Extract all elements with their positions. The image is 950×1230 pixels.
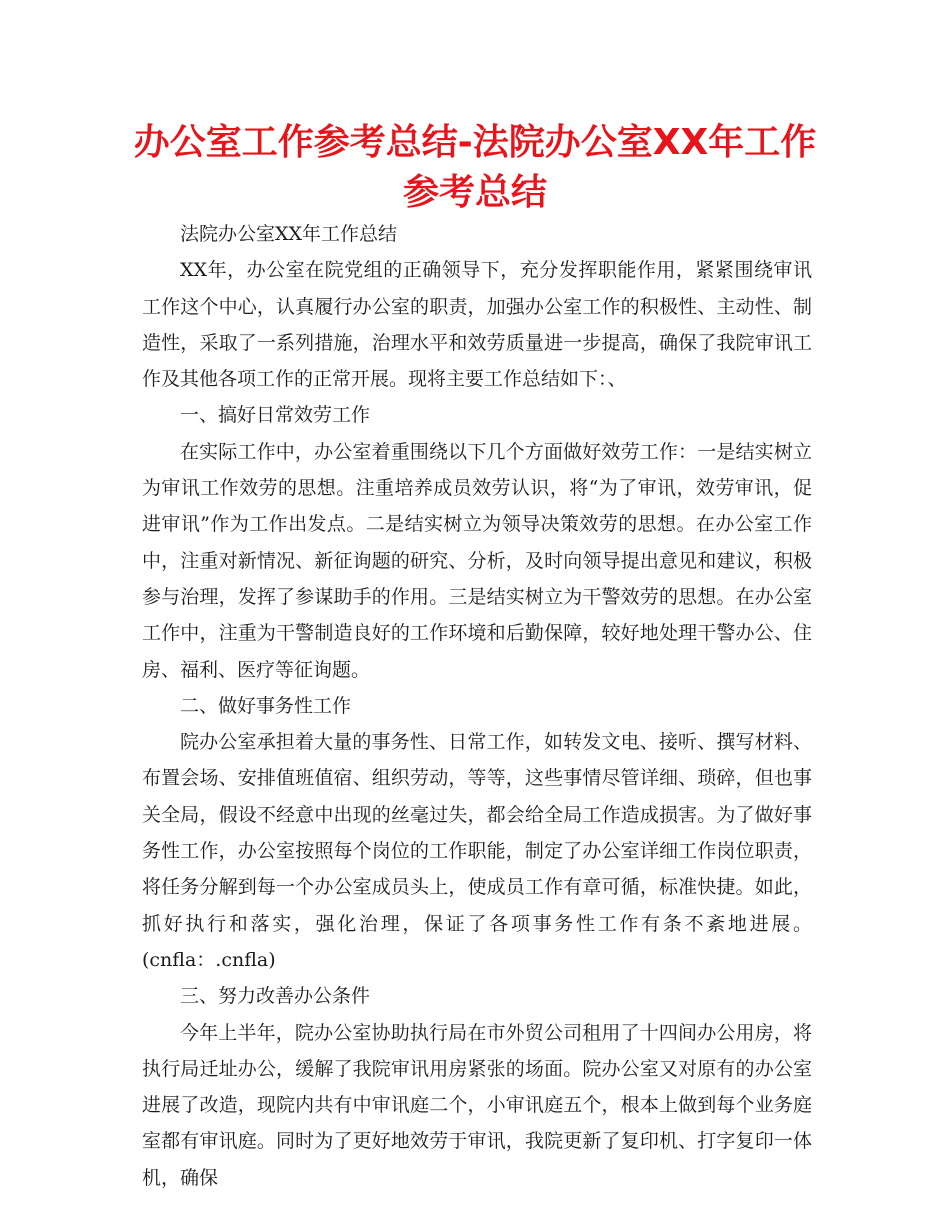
section-heading-2: 二、做好事务性工作 xyxy=(180,694,352,717)
section-heading-3: 三、努力改善办公条件 xyxy=(180,985,371,1008)
document-body xyxy=(142,216,812,1196)
section-heading-1: 一、搞好日常效劳工作 xyxy=(180,404,371,427)
paragraph-intro: XX年，办公室在院党组的正确领导下，充分发挥职能作用，紧紧围绕审讯工作这个中心，认真履行办公室的职责，加强办公室工作的积极性、主动性、制造性，采取了一系列措施，治理水平和效劳质量进一步提高，确保了我院审讯工作及其他各项工作的正常开展。现将主要工作总结如下：、 xyxy=(142,259,812,391)
paragraph-section-2: 院办公室承担着大量的事务性、日常工作，如转发文电、接听、撰写材料、布置会场、安排值班值宿、组织劳动，等等，这些事情尽管详细、琐碎，但也事关全局，假设不经意中出现的丝毫过失，都会给全局工作造成损害。为了做好事务性工作，办公室按照每个岗位的工作职能，制定了办公室详细工作岗位职责，将任务分解到每一个办公室成员头上，使成员工作有章可循，标准快捷。如此，抓好执行和落实，强化治理，保证了各项事务性工作有条不紊地进展。(cnfla：.cnfla) xyxy=(142,731,812,971)
paragraph-section-1: 在实际工作中，办公室着重围绕以下几个方面做好效劳工作：一是结实树立为审讯工作效劳的思想。注重培养成员效劳认识，将“为了审讯，效劳审讯，促进审讯”作为工作出发点。二是结实树立为领导决策效劳的思想。在办公室工作中，注重对新情况、新征询题的研究、分析，及时向领导提出意见和建议，积极参与治理，发挥了参谋助手的作用。三是结实树立为干警效劳的思想。在办公室工作中，注重为干警制造良好的工作环境和后勤保障，较好地处理干警办公、住房、福利、医疗等征询题。 xyxy=(142,440,812,681)
document-title: 办公室工作参考总结-法院办公室XX年工作参考总结 xyxy=(133,122,817,213)
paragraph-subtitle: 法院办公室XX年工作总结 xyxy=(180,223,398,245)
paragraph-section-3: 今年上半年，院办公室协助执行局在市外贸公司租用了十四间办公用房，将执行局迁址办公，缓解了我院审讯用房紧张的场面。院办公室又对原有的办公室进展了改造，现院内共有中审讯庭二个，小审讯庭五个，根本上做到每个业务庭室都有审讯庭。同时为了更好地效劳于审讯，我院更新了复印机、打字复印一体机，确保 xyxy=(142,1021,812,1189)
